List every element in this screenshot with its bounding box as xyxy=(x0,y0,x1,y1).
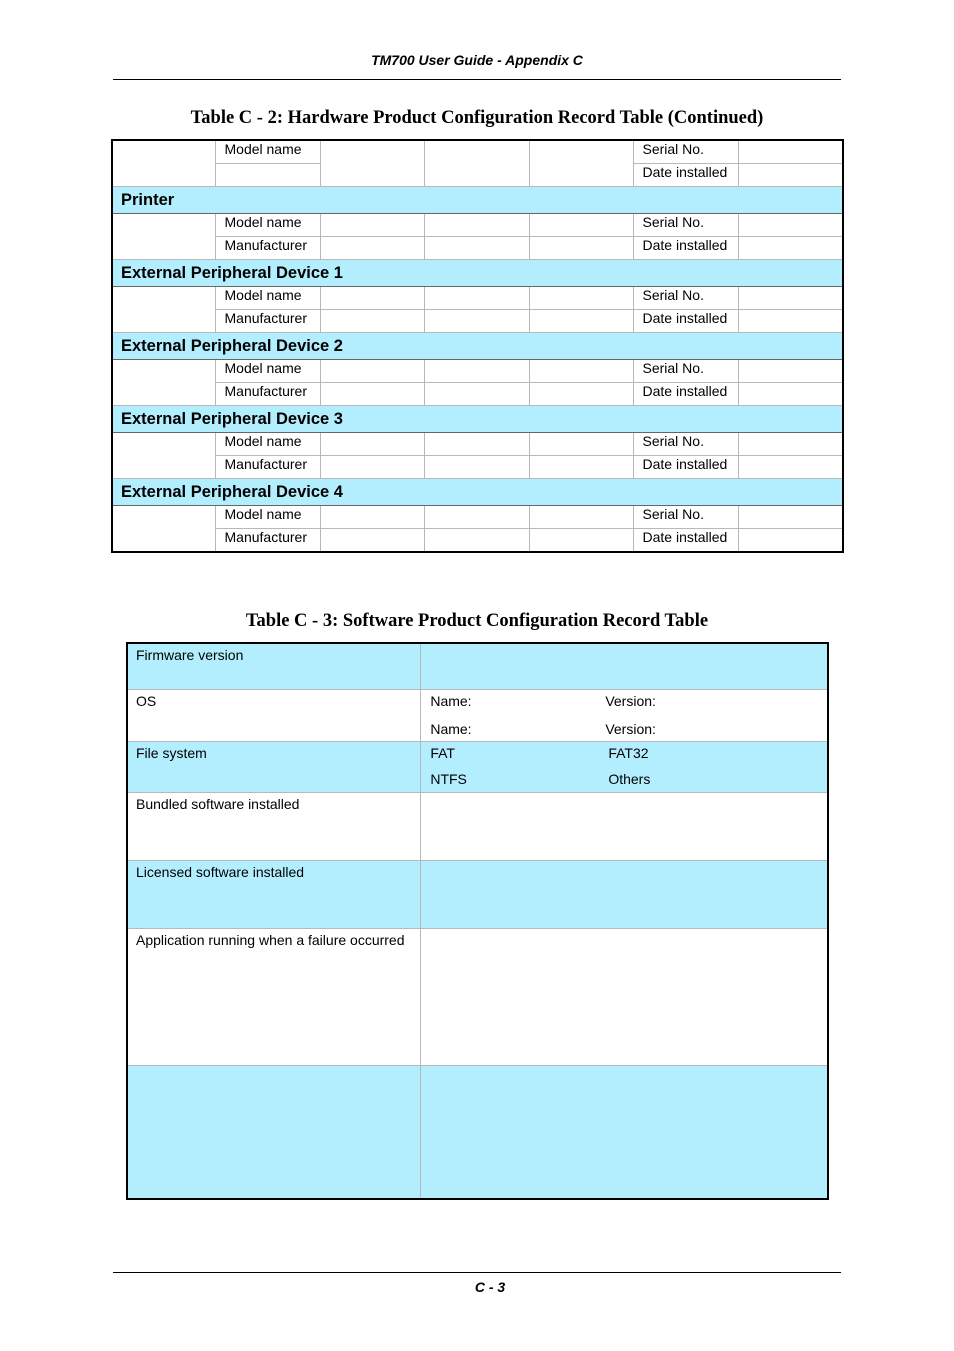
table-row xyxy=(127,741,828,792)
blank-cell xyxy=(127,1065,421,1199)
section-title: External Peripheral Device 1 xyxy=(112,260,843,287)
model-name-label: Model name xyxy=(215,140,320,164)
entry-cell xyxy=(529,310,633,333)
blank-cell xyxy=(112,214,215,260)
bundled-software-label: Bundled software installed xyxy=(127,792,421,860)
software-config-table xyxy=(126,642,829,1200)
table-row xyxy=(112,237,843,260)
entry-cell xyxy=(738,310,843,333)
table-row xyxy=(112,287,843,310)
entry-cell xyxy=(529,360,633,383)
page-number: C - 3 xyxy=(474,1279,506,1295)
entry-cell xyxy=(529,506,633,529)
entry-cell xyxy=(320,456,424,479)
entry-cell xyxy=(320,506,424,529)
blank-cell xyxy=(112,433,215,479)
manufacturer-label: Manufacturer xyxy=(215,237,320,260)
others-option: Others xyxy=(608,770,651,787)
entry-cell xyxy=(320,140,424,187)
entry-cell xyxy=(424,287,529,310)
entry-cell xyxy=(529,433,633,456)
table-row xyxy=(112,360,843,383)
entry-cell xyxy=(529,529,633,553)
entry-cell xyxy=(421,860,828,928)
serial-no-label: Serial No. xyxy=(633,360,738,383)
model-name-label: Model name xyxy=(215,360,320,383)
os-name-label: Name: xyxy=(430,692,472,709)
blank-cell xyxy=(112,287,215,333)
footer-rule xyxy=(113,1272,841,1273)
entry-cell xyxy=(424,140,529,187)
section-title: Printer xyxy=(112,187,843,214)
table-row xyxy=(127,928,828,1065)
hardware-config-table xyxy=(111,139,844,553)
os-label: OS xyxy=(127,689,421,741)
os-entries xyxy=(421,689,828,741)
entry-cell xyxy=(738,433,843,456)
entry-cell xyxy=(424,506,529,529)
entry-cell xyxy=(424,456,529,479)
serial-no-label: Serial No. xyxy=(633,287,738,310)
table-row xyxy=(112,433,843,456)
table-row xyxy=(112,214,843,237)
blank-cell xyxy=(112,506,215,553)
entry-cell xyxy=(738,164,843,187)
date-installed-label: Date installed xyxy=(633,383,738,406)
table-row xyxy=(112,456,843,479)
entry-cell xyxy=(320,214,424,237)
serial-no-label: Serial No. xyxy=(633,433,738,456)
table-row xyxy=(127,689,828,741)
date-installed-label: Date installed xyxy=(633,456,738,479)
entry-cell xyxy=(529,456,633,479)
table-row xyxy=(127,860,828,928)
entry-cell xyxy=(320,433,424,456)
table-row xyxy=(112,140,843,164)
section-row xyxy=(112,333,843,360)
firmware-version-label: Firmware version xyxy=(127,643,421,689)
entry-cell xyxy=(421,928,828,1065)
entry-cell xyxy=(424,214,529,237)
manufacturer-label: Manufacturer xyxy=(215,310,320,333)
entry-cell xyxy=(424,529,529,553)
serial-no-label: Serial No. xyxy=(633,140,738,164)
model-name-label: Model name xyxy=(215,287,320,310)
entry-cell xyxy=(738,140,843,164)
manufacturer-label: Manufacturer xyxy=(215,456,320,479)
section-row xyxy=(112,479,843,506)
entry-cell xyxy=(529,287,633,310)
entry-cell xyxy=(738,506,843,529)
section-row xyxy=(112,260,843,287)
entry-cell xyxy=(424,383,529,406)
date-installed-label: Date installed xyxy=(633,237,738,260)
entry-cell xyxy=(424,360,529,383)
entry-cell xyxy=(320,383,424,406)
date-installed-label: Date installed xyxy=(633,310,738,333)
table-row xyxy=(127,643,828,689)
entry-cell xyxy=(738,383,843,406)
manufacturer-label: Manufacturer xyxy=(215,529,320,553)
table-row xyxy=(112,383,843,406)
entry-cell xyxy=(424,433,529,456)
entry-cell xyxy=(424,310,529,333)
ntfs-option: NTFS xyxy=(430,770,467,787)
serial-no-label: Serial No. xyxy=(633,506,738,529)
entry-cell xyxy=(738,237,843,260)
page-header-title: TM700 User Guide - Appendix C xyxy=(371,52,583,68)
entry-cell xyxy=(529,214,633,237)
section-title: External Peripheral Device 2 xyxy=(112,333,843,360)
entry-cell xyxy=(738,360,843,383)
header-rule xyxy=(113,79,841,80)
model-name-label: Model name xyxy=(215,433,320,456)
entry-cell xyxy=(738,287,843,310)
model-name-label: Model name xyxy=(215,506,320,529)
entry-cell xyxy=(738,456,843,479)
entry-cell xyxy=(424,237,529,260)
sw-table-caption: Table C - 3: Software Product Configuration Record Table xyxy=(245,611,709,631)
section-title: External Peripheral Device 4 xyxy=(112,479,843,506)
blank-cell xyxy=(112,360,215,406)
fat-option: FAT xyxy=(430,744,455,761)
blank-cell xyxy=(215,164,320,187)
entry-cell xyxy=(738,214,843,237)
file-system-label: File system xyxy=(127,741,421,792)
table-row xyxy=(127,792,828,860)
blank-cell xyxy=(112,140,215,187)
table-row xyxy=(112,310,843,333)
application-running-label: Application running when a failure occurred xyxy=(127,928,421,1065)
table-row xyxy=(127,1065,828,1199)
entry-cell xyxy=(529,383,633,406)
serial-no-label: Serial No. xyxy=(633,214,738,237)
entry-cell xyxy=(320,287,424,310)
table-row xyxy=(112,529,843,553)
section-title: External Peripheral Device 3 xyxy=(112,406,843,433)
section-row xyxy=(112,187,843,214)
licensed-software-label: Licensed software installed xyxy=(127,860,421,928)
entry-cell xyxy=(529,237,633,260)
date-installed-label: Date installed xyxy=(633,529,738,553)
os-version-label: Version: xyxy=(605,692,656,709)
entry-cell xyxy=(738,529,843,553)
table-row xyxy=(112,506,843,529)
entry-cell xyxy=(421,1065,828,1199)
entry-cell xyxy=(421,792,828,860)
entry-cell xyxy=(320,360,424,383)
section-row xyxy=(112,406,843,433)
fat32-option: FAT32 xyxy=(608,744,649,761)
os-version-label: Version: xyxy=(605,720,656,737)
hw-table-caption: Table C - 2: Hardware Product Configuration Record Table (Continued) xyxy=(190,108,764,128)
manufacturer-label: Manufacturer xyxy=(215,383,320,406)
date-installed-label: Date installed xyxy=(633,164,738,187)
entry-cell xyxy=(320,310,424,333)
entry-cell xyxy=(529,140,633,187)
os-name-label: Name: xyxy=(430,720,472,737)
entry-cell xyxy=(421,643,828,689)
entry-cell xyxy=(320,529,424,553)
model-name-label: Model name xyxy=(215,214,320,237)
entry-cell xyxy=(320,237,424,260)
file-system-entries xyxy=(421,741,828,792)
